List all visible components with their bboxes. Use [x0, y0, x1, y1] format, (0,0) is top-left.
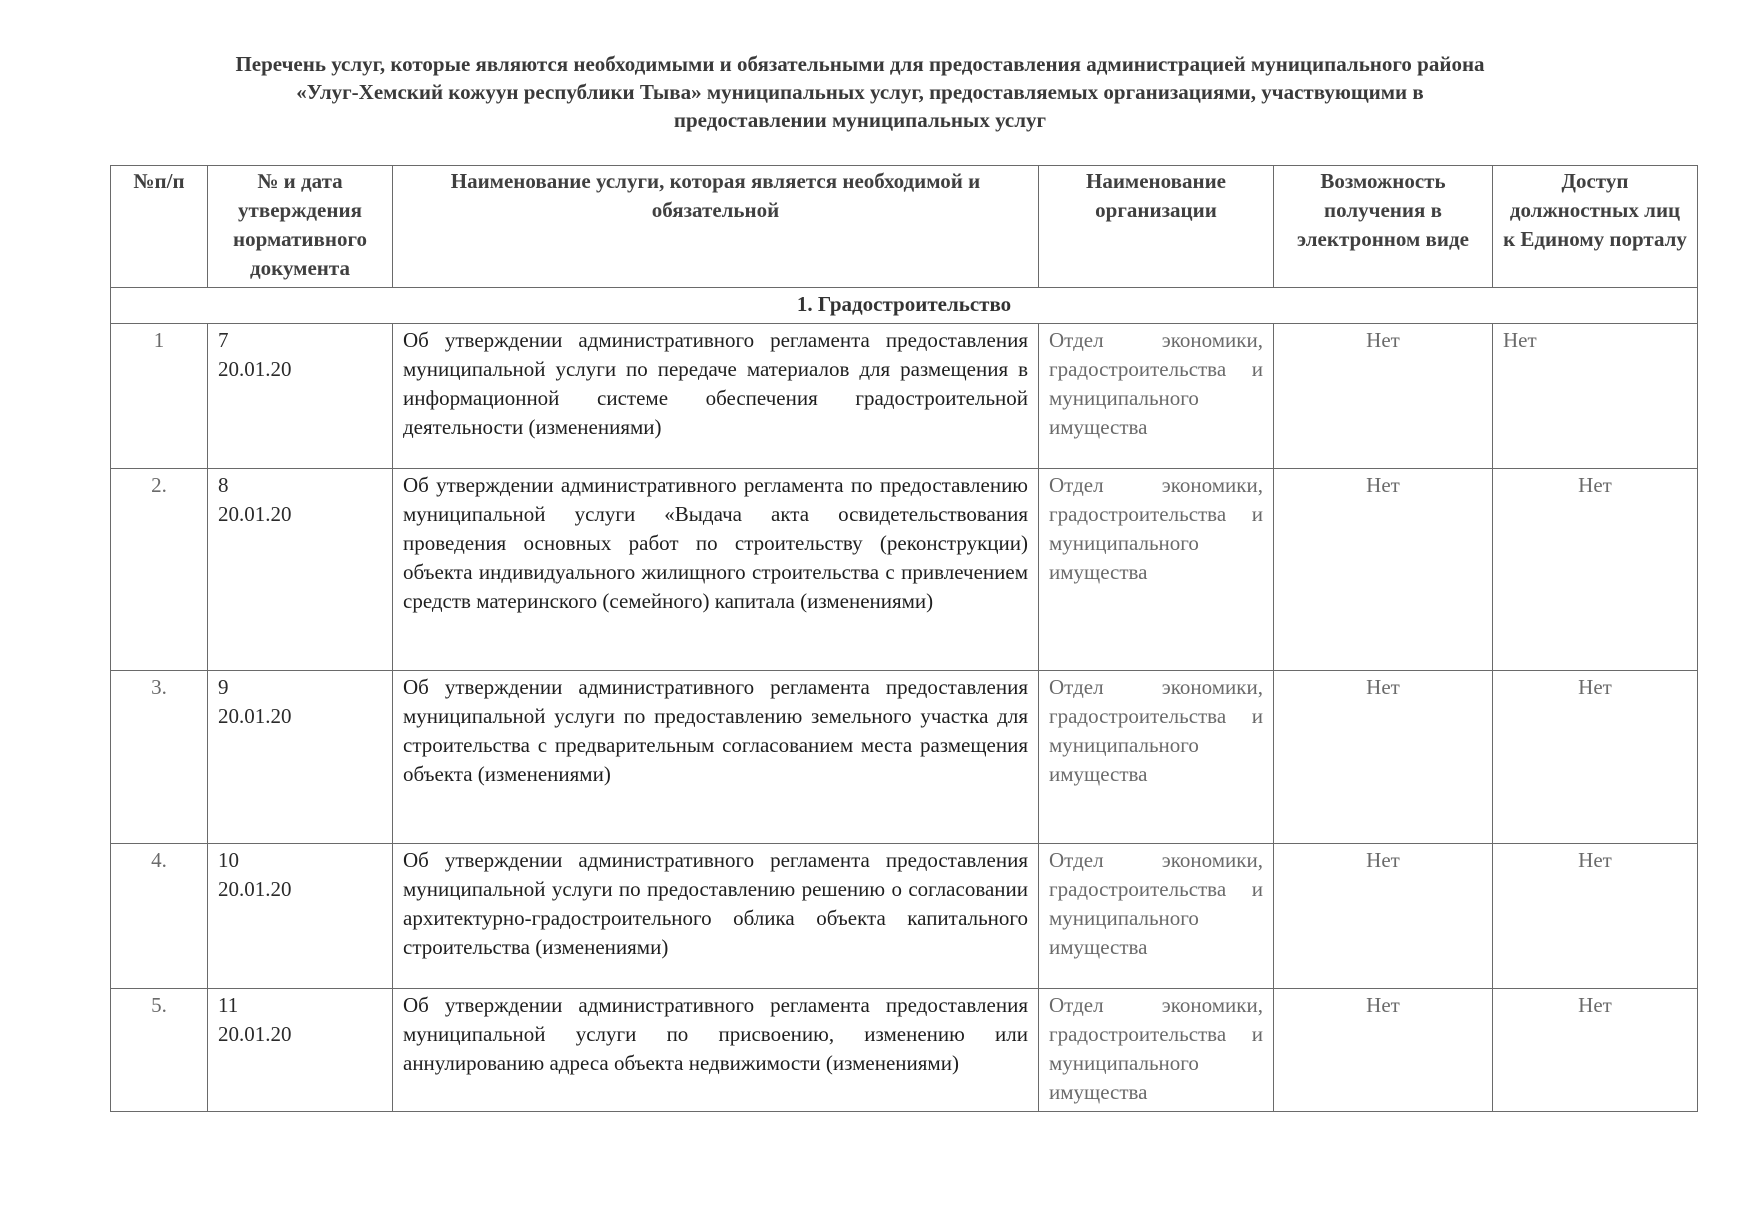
row-electronic: Нет: [1274, 469, 1493, 671]
table-header-row: [111, 166, 1698, 288]
section-row: [111, 288, 1698, 324]
document-title-line-1: Перечень услуг, которые являются необходимыми и обязательными для предоставления администрацией муниципального района: [235, 52, 1485, 76]
table-row: [111, 671, 1698, 844]
row-service: Об утверждении административного регламента предоставления муниципальной услуги по передаче материалов для размещения в информационной системе обеспечения градостроительной деятельности (изменениями): [393, 324, 1039, 469]
row-access: Нет: [1493, 671, 1698, 844]
row-doc-date: 20.01.20: [218, 877, 292, 901]
header-access: Доступ должностных лиц к Единому порталу: [1493, 166, 1698, 288]
row-service: Об утверждении административного регламента предоставления муниципальной услуги по присвоению, изменению или аннулированию адреса объекта недвижимости (изменениями): [393, 989, 1039, 1112]
header-electronic: Возможность получения в электронном виде: [1274, 166, 1493, 288]
row-service: Об утверждении административного регламента по предоставлению муниципальной услуги «Выдача акта освидетельствования проведения основных работ по строительству (реконструкции) объекта индивидуального жилищного строительства с привлечением средств материнского (семейного) капитала (изменениями): [393, 469, 1039, 671]
header-service: Наименование услуги, которая является необходимой и обязательной: [393, 166, 1039, 288]
row-org: Отдел экономики, градостроительства и муниципального имущества: [1039, 469, 1274, 671]
document-title-line-2: «Улуг-Хемский кожуун республики Тыва» муниципальных услуг, предоставляемых организациями, участвующими в: [296, 80, 1424, 104]
row-electronic: Нет: [1274, 844, 1493, 989]
row-org: Отдел экономики, градостроительства и муниципального имущества: [1039, 324, 1274, 469]
row-electronic: Нет: [1274, 989, 1493, 1112]
row-doc: [208, 844, 393, 989]
row-electronic: Нет: [1274, 324, 1493, 469]
row-org: Отдел экономики, градостроительства и муниципального имущества: [1039, 989, 1274, 1112]
table-row: [111, 844, 1698, 989]
row-num: 5.: [111, 989, 208, 1112]
row-doc-date: 20.01.20: [218, 502, 292, 526]
row-electronic: Нет: [1274, 671, 1493, 844]
row-doc: [208, 469, 393, 671]
row-doc-date: 20.01.20: [218, 704, 292, 728]
row-access: Нет: [1493, 989, 1698, 1112]
row-num: 3.: [111, 671, 208, 844]
row-access: Нет: [1493, 844, 1698, 989]
row-doc: [208, 989, 393, 1112]
table-row: [111, 469, 1698, 671]
table-row: [111, 324, 1698, 469]
document-title-line-3: предоставлении муниципальных услуг: [673, 108, 1047, 132]
row-doc: [208, 671, 393, 844]
row-doc-number: 9: [218, 675, 229, 699]
row-doc-number: 8: [218, 473, 229, 497]
row-org: Отдел экономики, градостроительства и муниципального имущества: [1039, 844, 1274, 989]
row-num: 4.: [111, 844, 208, 989]
row-access: Нет: [1493, 324, 1698, 469]
row-doc-date: 20.01.20: [218, 357, 292, 381]
header-num: №п/п: [111, 166, 208, 288]
row-doc: [208, 324, 393, 469]
row-doc-number: 11: [218, 993, 239, 1017]
row-service: Об утверждении административного регламента предоставления муниципальной услуги по предоставлению решению о согласовании архитектурно-градостроительного облика объекта капитального строительства (изменениями): [393, 844, 1039, 989]
header-org: Наименование организации: [1039, 166, 1274, 288]
row-service: Об утверждении административного регламента предоставления муниципальной услуги по предоставлению земельного участка для строительства с предварительным согласованием места размещения объекта (изменениями): [393, 671, 1039, 844]
section-title: 1. Градостроительство: [111, 288, 1698, 324]
row-num: 1: [111, 324, 208, 469]
table-row: [111, 989, 1698, 1112]
row-num: 2.: [111, 469, 208, 671]
document-title: [100, 50, 1620, 134]
row-doc-number: 10: [218, 848, 239, 872]
row-org: Отдел экономики, градостроительства и муниципального имущества: [1039, 671, 1274, 844]
row-access: Нет: [1493, 469, 1698, 671]
services-table: [110, 165, 1698, 1112]
header-doc: № и дата утверждения нормативного документа: [208, 166, 393, 288]
row-doc-number: 7: [218, 328, 229, 352]
row-doc-date: 20.01.20: [218, 1022, 292, 1046]
